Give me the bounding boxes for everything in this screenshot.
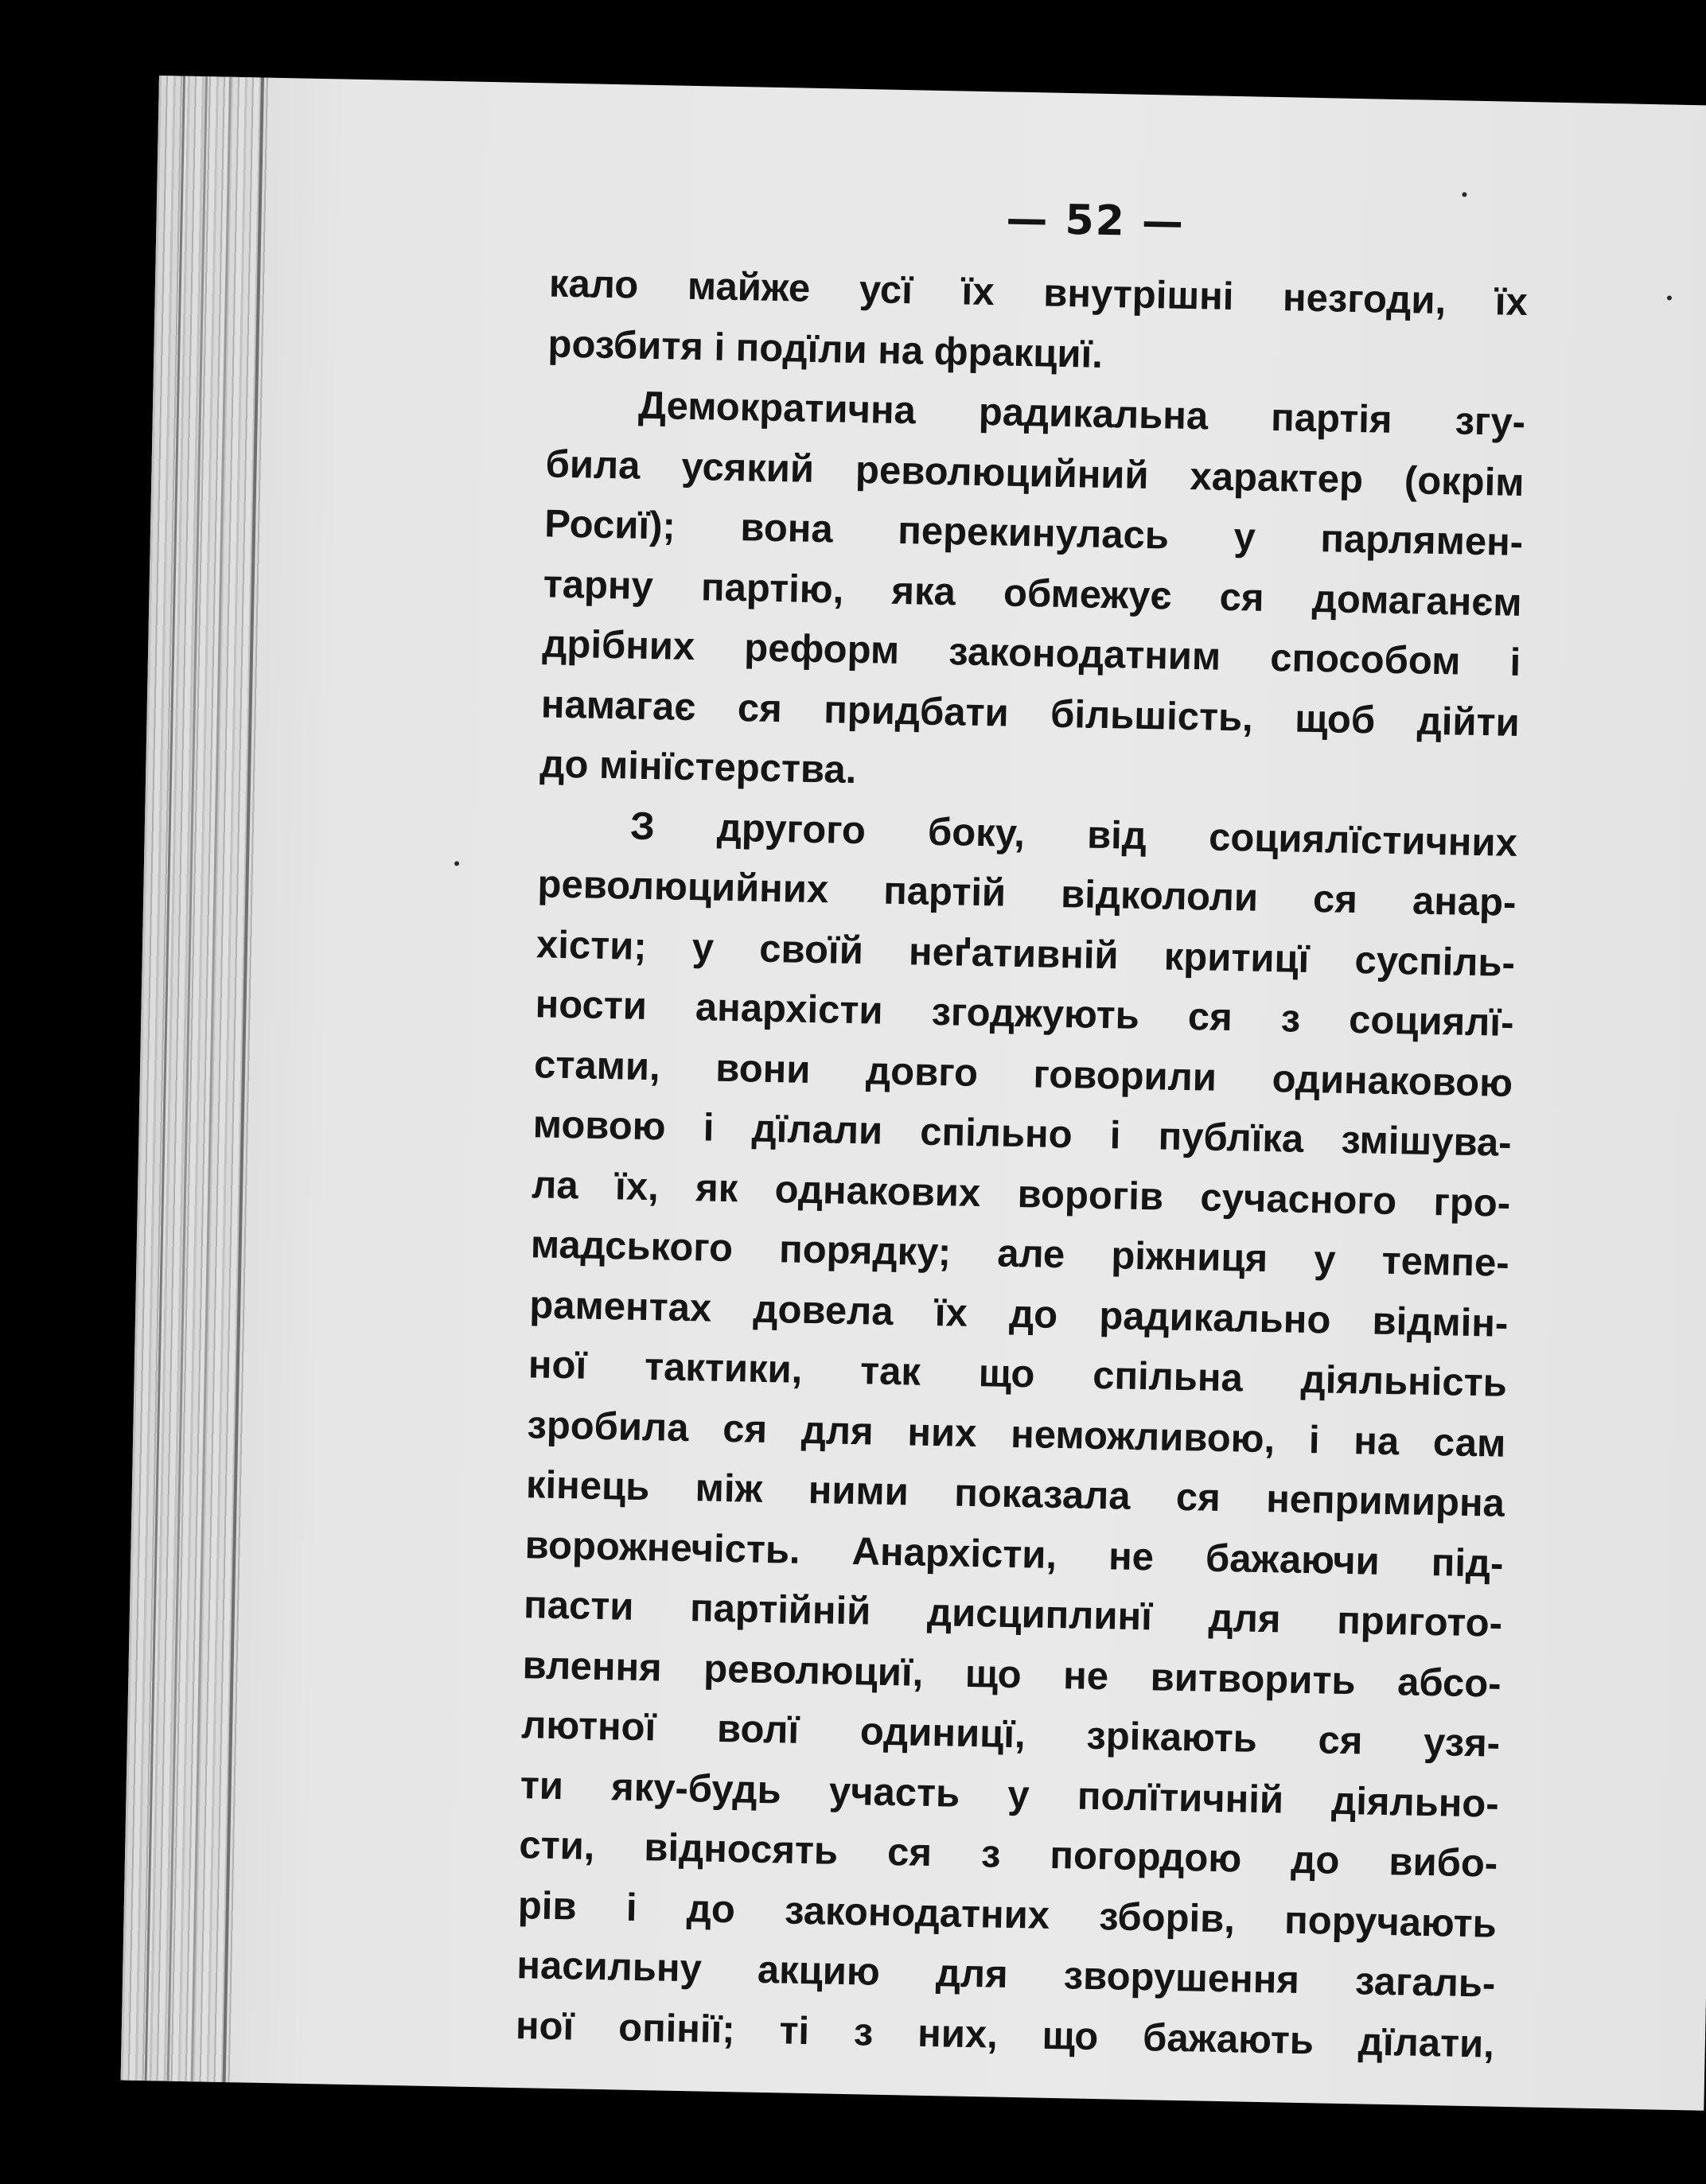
dust-speck — [1667, 295, 1672, 300]
text-line: намагає ся придбати більшість, щоб дійти — [540, 682, 1521, 745]
dust-speck — [454, 861, 459, 866]
text-line: хісти; у своїй неґативній критицї суспіль- — [536, 922, 1516, 985]
text-line: сти, відносять ся з погордою до вибо- — [518, 1824, 1498, 1886]
text-line: розбитя і подїли на фракциї. — [547, 321, 1104, 376]
text-line: революцийних партій відкололи ся анар- — [537, 862, 1517, 925]
text-line: кінець між ними показала ся непримирна — [525, 1463, 1505, 1525]
text-line: пасти партійній дисциплинї для пригото- — [523, 1583, 1503, 1645]
text-line: мадського порядку; але ріжниця у темпе- — [530, 1223, 1510, 1285]
text-line: раментах довела їх до радикально відмін- — [528, 1283, 1509, 1345]
text-line: лютної волї одиницї, зрікають ся узя- — [520, 1703, 1501, 1765]
text-line: ности анархісти згоджують ся з социялї- — [535, 983, 1514, 1045]
text-line: кало майже усї їх внутрішні незгоди, їх — [548, 262, 1529, 325]
book-page — [121, 76, 1706, 2111]
text-line: насильну акцию для зворушення загаль- — [516, 1944, 1496, 2006]
body-text — [515, 254, 1528, 2074]
text-line: тарну партію, яка обмежує ся домаганєм — [543, 562, 1523, 625]
text-line: мовою і дїлали спільно і публїка змішува- — [532, 1103, 1513, 1165]
text-line: ти яку-будь участь у полїтичній діяльно- — [520, 1763, 1500, 1826]
text-line: дрібних реформ законодатним способом і — [541, 622, 1521, 684]
text-line: ворожнечість. Анархісти, не бажаючи під- — [524, 1523, 1504, 1586]
dust-speck — [1462, 192, 1466, 197]
text-line: ла їх, як однакових ворогів сучасного гро- — [531, 1162, 1511, 1225]
text-line: ної тактики, так що спільна діяльність — [528, 1343, 1508, 1405]
text-line: ної опінії; ті з них, що бажають дїлати, — [515, 2003, 1495, 2066]
page-edges — [121, 76, 271, 2082]
page-number: — 52 — — [1005, 195, 1186, 247]
text-line: до мінїстерства. — [539, 742, 857, 792]
text-line: стами, вони довго говорили одинаковою — [533, 1042, 1513, 1105]
text-line: била усякий революцийний характер (окрім — [545, 442, 1525, 504]
text-line: Росиї); вона перекинулась у парлямен- — [543, 502, 1524, 565]
text-line: рів і до законодатних зборів, поручають — [517, 1883, 1498, 1946]
text-line: З другого боку, від социялїстичних — [629, 804, 1518, 865]
text-line: влення революциї, що не витворить абсо- — [522, 1643, 1502, 1706]
text-line: зробила ся для них неможливою, і на сам — [527, 1403, 1506, 1466]
text-line: Демократична радикальна партія згу- — [637, 383, 1526, 445]
